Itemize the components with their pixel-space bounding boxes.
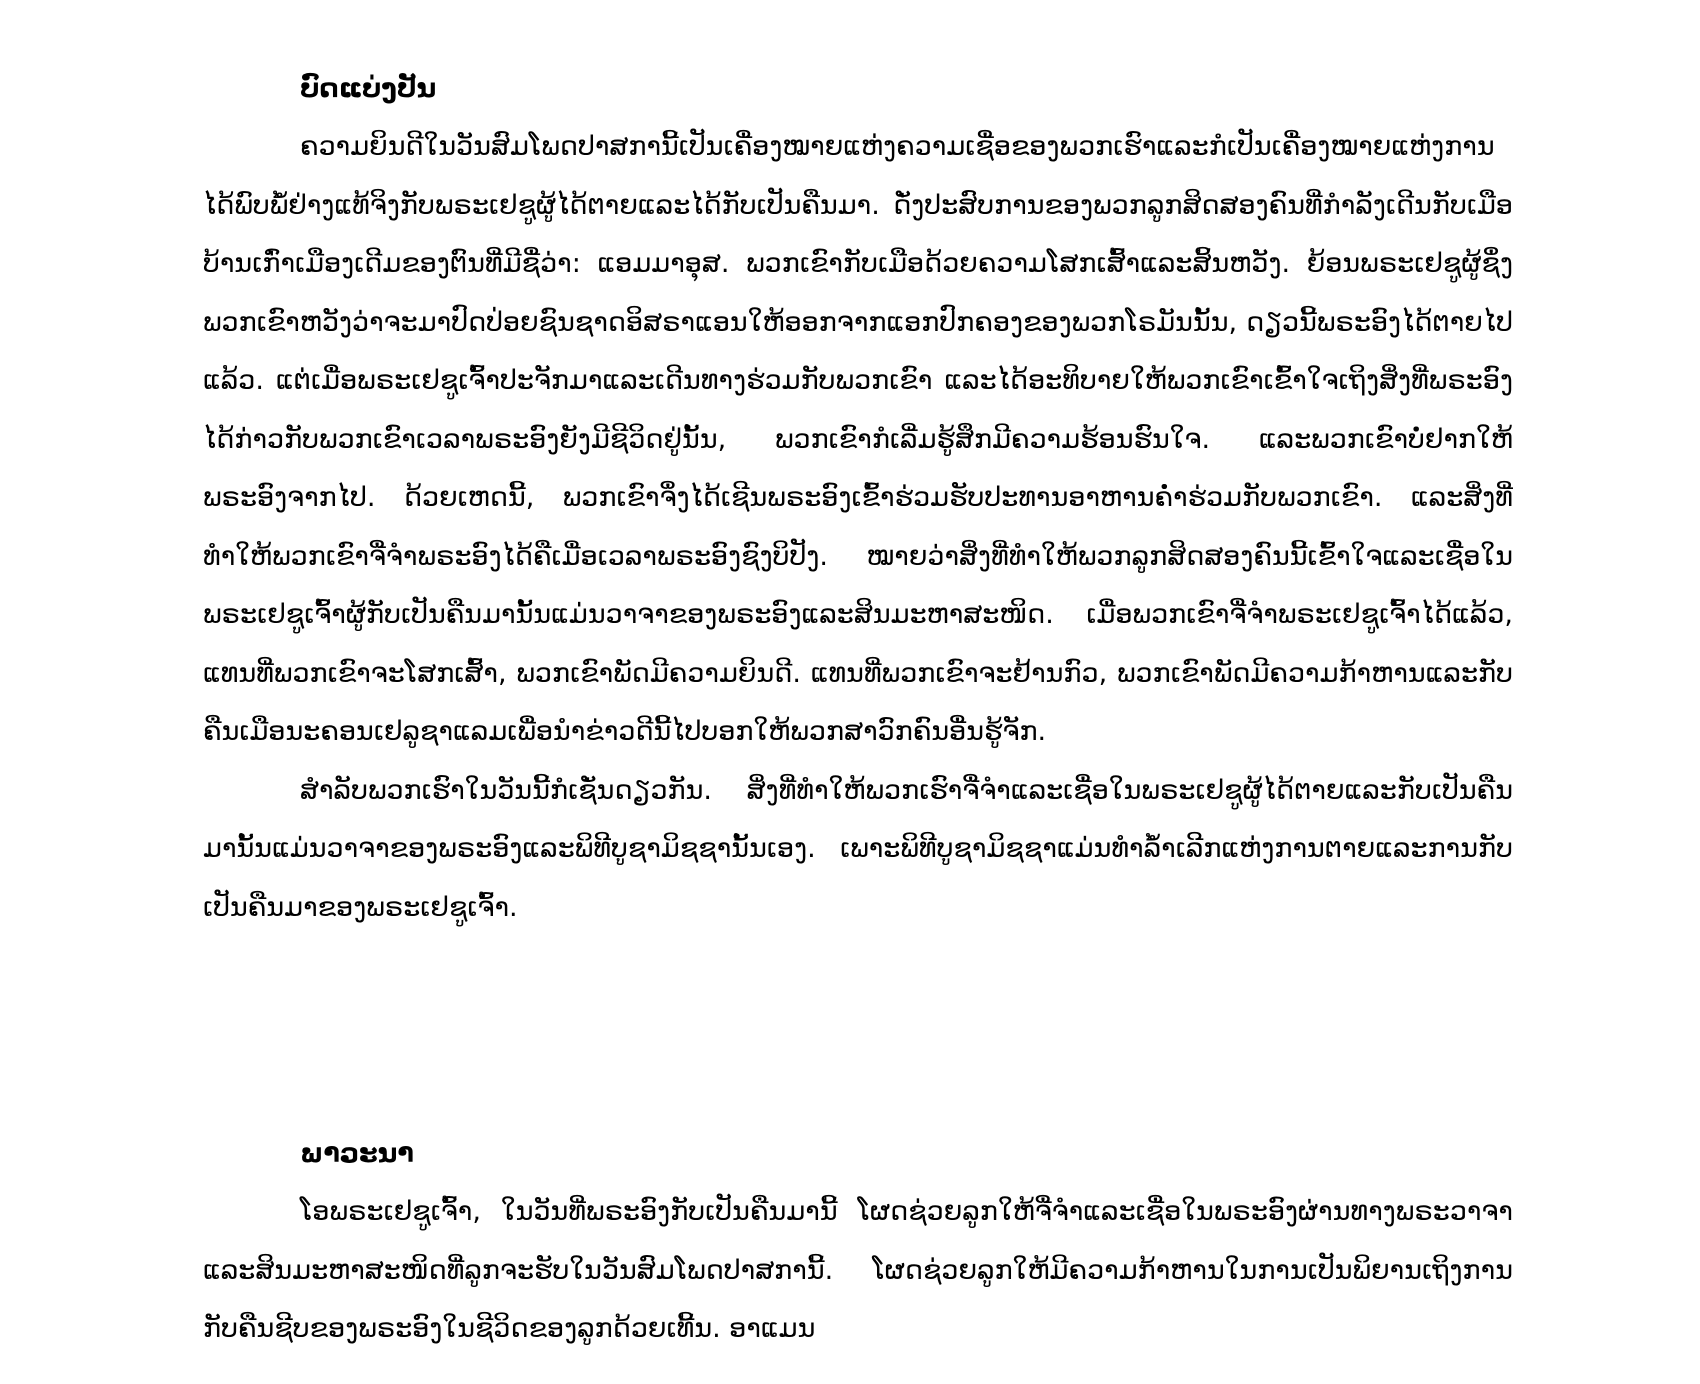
prayer-section [203, 1125, 1513, 1359]
section-heading-prayer: ພາວະນາ [300, 1138, 414, 1169]
reflection-paragraph-1: ຄວາມຍິນດີໃນວັນສົມໂພດປາສການີ້ເປັນເຄື່ອງໝາຍແຫ່ງຄວາມເຊື່ອຂອງພວກເຮົາແລະກໍເປັນເຄື່ອງໝາຍແຫ່ງການໄດ້ພົບພໍ້ຢ່າງແທ້ຈິງກັບພຣະເຢຊູຜູ້ໄດ້ຕາຍແລະໄດ້ກັບເປັນຄືນມາ. ດັ່ງປະສົບການຂອງພວກລູກສິດສອງຄົນທີ່ກຳລັງເດີນກັບເມືອບ້ານເກົ່າເມືອງເດີມຂອງຕົນທີ່ມີຊື່ວ່າ: ແອມມາອຸສ. ພວກເຂົາກັບເມືອດ້ວຍຄວາມໂສກເສົ້າແລະສິ້ນຫວັງ. ຍ້ອນພຣະເຢຊູຜູ້ຊຶ່ງພວກເຂົາຫວັງວ່າຈະມາປົດປ່ອຍຊົນຊາດອິສຣາແອນໃຫ້ອອກຈາກແອກປົກຄອງຂອງພວກໂຣມັນນັ້ນ, ດຽວນີ້ພຣະອົງໄດ້ຕາຍໄປແລ້ວ. ແຕ່ເມື່ອພຣະເຢຊູເຈົ້າປະຈັກມາແລະເດີນທາງຮ່ວມກັບພວກເຂົາ ແລະໄດ້ອະທິບາຍໃຫ້ພວກເຂົາເຂົ້າໃຈເຖິງສິ່ງທີ່ພຣະອົງໄດ້ກ່າວກັບພວກເຂົາເວລາພຣະອົງຍັງມີຊີວິດຢູ່ນັ້ນ, ພວກເຂົາກໍເລີ່ມຮູ້ສຶກມີຄວາມຮ້ອນຮົນໃຈ. ແລະພວກເຂົາບໍ່ຢາກໃຫ້ພຣະອົງຈາກໄປ. ດ້ວຍເຫດນີ້, ພວກເຂົາຈຶ່ງໄດ້ເຊີນພຣະອົງເຂົ້າຮ່ວມຮັບປະທານອາຫານຄ່ຳຮ່ວມກັບພວກເຂົາ. ແລະສິ່ງທີ່ທຳໃຫ້ພວກເຂົາຈື່ຈຳພຣະອົງໄດ້ຄືເມື່ອເວລາພຣະອົງຊົງບິປັງ. ໝາຍວ່າສິ່ງທີ່ທຳໃຫ້ພວກລູກສິດສອງຄົນນີ້ເຂົ້າໃຈແລະເຊື່ອໃນພຣະເຢຊູເຈົ້າຜູ້ກັບເປັນຄືນມານັ້ນແມ່ນວາຈາຂອງພຣະອົງແລະສິນມະຫາສະໜິດ. ເມື່ອພວກເຂົາຈື່ຈຳພຣະເຢຊູເຈົ້າໄດ້ແລ້ວ, ແທນທີ່ພວກເຂົາຈະໂສກເສົ້າ, ພວກເຂົາພັດມີຄວາມຍິນດີ. ແທນທີ່ພວກເຂົາຈະຢ້ານກົວ, ພວກເຂົາພັດມີຄວາມກ້າຫານແລະກັບຄືນເມືອນະຄອນເຢລູຊາແລມເພື່ອນຳຂ່າວດີນີ້ໄປບອກໃຫ້ພວກສາວົກຄົນອື່ນຮູ້ຈັກ. [203, 131, 1513, 747]
reflection-section [203, 60, 1513, 937]
section-heading-reflection: ບົດແບ່ງປັນ [300, 73, 437, 104]
prayer-paragraph: ໂອພຣະເຢຊູເຈົ້າ, ໃນວັນທີ່ພຣະອົງກັບເປັນຄືນມານີ້ ໂຜດຊ່ວຍລູກໃຫ້ຈື່ຈຳແລະເຊື່ອໃນພຣະອົງຜ່ານທາງພຣະວາຈາແລະສິນມະຫາສະໜິດທີ່ລູກຈະຮັບໃນວັນສົມໂພດປາສການີ້. ໂຜດຊ່ວຍລູກໃຫ້ມີຄວາມກ້າຫານໃນການເປັນພິຍານເຖິງການກັບຄືນຊີບຂອງພຣະອົງໃນຊີວິດຂອງລູກດ້ວຍເທີ້ນ. ອາແມນ [203, 1196, 1513, 1344]
reflection-paragraph-2: ສຳລັບພວກເຮົາໃນວັນນີ້ກໍເຊັ່ນດຽວກັນ. ສິ່ງທີ່ທຳໃຫ້ພວກເຮົາຈື່ຈຳແລະເຊື່ອໃນພຣະເຢຊູຜູ້ໄດ້ຕາຍແລະກັບເປັນຄືນມານັ້ນແມ່ນວາຈາຂອງພຣະອົງແລະພິທີບູຊາມິຊຊານັ້ນເອງ. ເພາະພິທີບູຊາມິຊຊາແມ່ນທຳລ້ຳເລີກແຫ່ງການຕາຍແລະການກັບເປັນຄືນມາຂອງພຣະເຢຊູເຈົ້າ. [203, 774, 1513, 923]
